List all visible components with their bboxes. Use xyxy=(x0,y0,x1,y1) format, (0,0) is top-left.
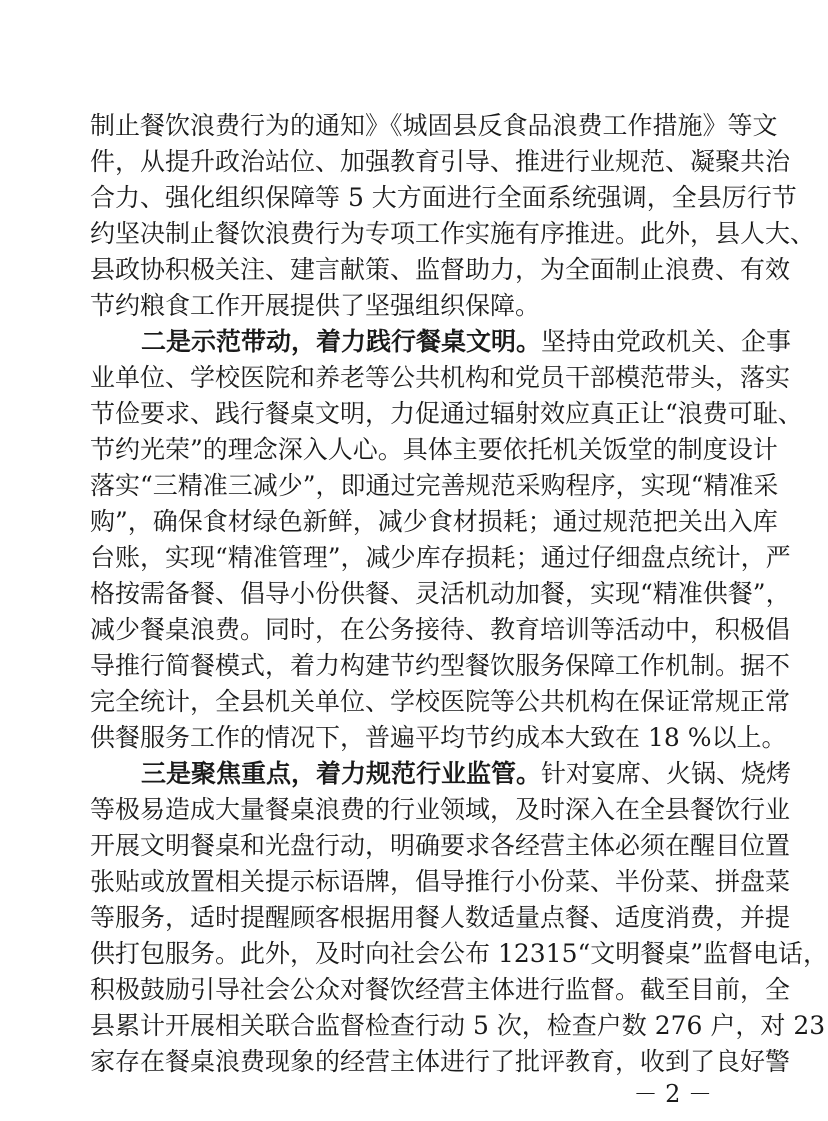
text-line: 积极鼓励引导社会公众对餐饮经营主体进行监督。截至目前，全 xyxy=(90,975,791,1004)
text-line: 等服务，适时提醒顾客根据用餐人数适量点餐、适度消费，并提 xyxy=(90,903,791,932)
text-line: 制止餐饮浪费行为的通知》《城固县反食品浪费工作措施》等文 xyxy=(90,111,778,140)
heading-line-rest: 针对宴席、火锅、烧烤 xyxy=(541,759,792,788)
heading-line xyxy=(141,324,792,360)
heading-line-rest: 坚持由党政机关、企事 xyxy=(541,327,792,356)
text-line: 张贴或放置相关提示标语牌，倡导推行小份菜、半份菜、拼盘菜 xyxy=(90,867,791,896)
text-line: 业单位、学校医院和养老等公共机构和党员干部模范带头，落实 xyxy=(90,363,791,392)
text-line: 等极易造成大量餐桌浪费的行业领域，及时深入在全县餐饮行业 xyxy=(90,795,791,824)
text-line: 件，从提升政治站位、加强教育引导、推进行业规范、凝聚共治 xyxy=(90,147,791,176)
text-line: 开展文明餐桌和光盘行动，明确要求各经营主体必须在醒目位置 xyxy=(90,831,791,860)
text-line: 县累计开展相关联合监督检查行动 5 次，检查户数 276 户，对 23 xyxy=(90,1011,826,1040)
text-line: 县政协积极关注、建言献策、监督助力，为全面制止浪费、有效 xyxy=(90,255,791,284)
text-line: 购”，确保食材绿色新鲜，减少食材损耗；通过规范把关出入库 xyxy=(90,507,778,536)
text-line: 家存在餐桌浪费现象的经营主体进行了批评教育，收到了良好警 xyxy=(90,1047,791,1076)
text-line: 导推行简餐模式，着力构建节约型餐饮服务保障工作机制。据不 xyxy=(90,651,791,680)
heading-line xyxy=(141,756,792,792)
text-line: 减少餐桌浪费。同时，在公务接待、教育培训等活动中，积极倡 xyxy=(90,615,791,644)
text-line: 节约粮食工作开展提供了坚强组织保障。 xyxy=(90,291,541,320)
text-line: 合力、强化组织保障等 5 大方面进行全面系统强调，全县厉行节 xyxy=(90,183,797,212)
section-heading: 二是示范带动，着力践行餐桌文明。 xyxy=(141,327,542,356)
text-line: 节俭要求、践行餐桌文明，力促通过辐射效应真正让“浪费可耻、 xyxy=(90,399,803,428)
text-line: 完全统计，全县机关单位、学校医院等公共机构在保证常规正常 xyxy=(90,687,791,716)
text-line: 供餐服务工作的情况下，普遍平均节约成本大致在 18 %以上。 xyxy=(90,723,787,752)
text-line: 约坚决制止餐饮浪费行为专项工作实施有序推进。此外，县人大、 xyxy=(90,219,816,248)
page-number: － 2 － xyxy=(633,1080,712,1108)
text-line: 节约光荣”的理念深入人心。具体主要依托机关饭堂的制度设计 xyxy=(90,435,778,464)
text-line: 落实“三精准三减少”，即通过完善规范采购程序，实现“精准采 xyxy=(90,471,779,500)
text-line: 格按需备餐、倡导小份供餐、灵活机动加餐，实现“精准供餐”， xyxy=(90,579,791,608)
section-heading: 三是聚焦重点，着力规范行业监管。 xyxy=(141,759,542,788)
text-line: 供打包服务。此外，及时向社会公布 12315“文明餐桌”监督电话， xyxy=(90,939,828,968)
text-line: 台账，实现“精准管理”，减少库存损耗；通过仔细盘点统计，严 xyxy=(90,543,791,572)
